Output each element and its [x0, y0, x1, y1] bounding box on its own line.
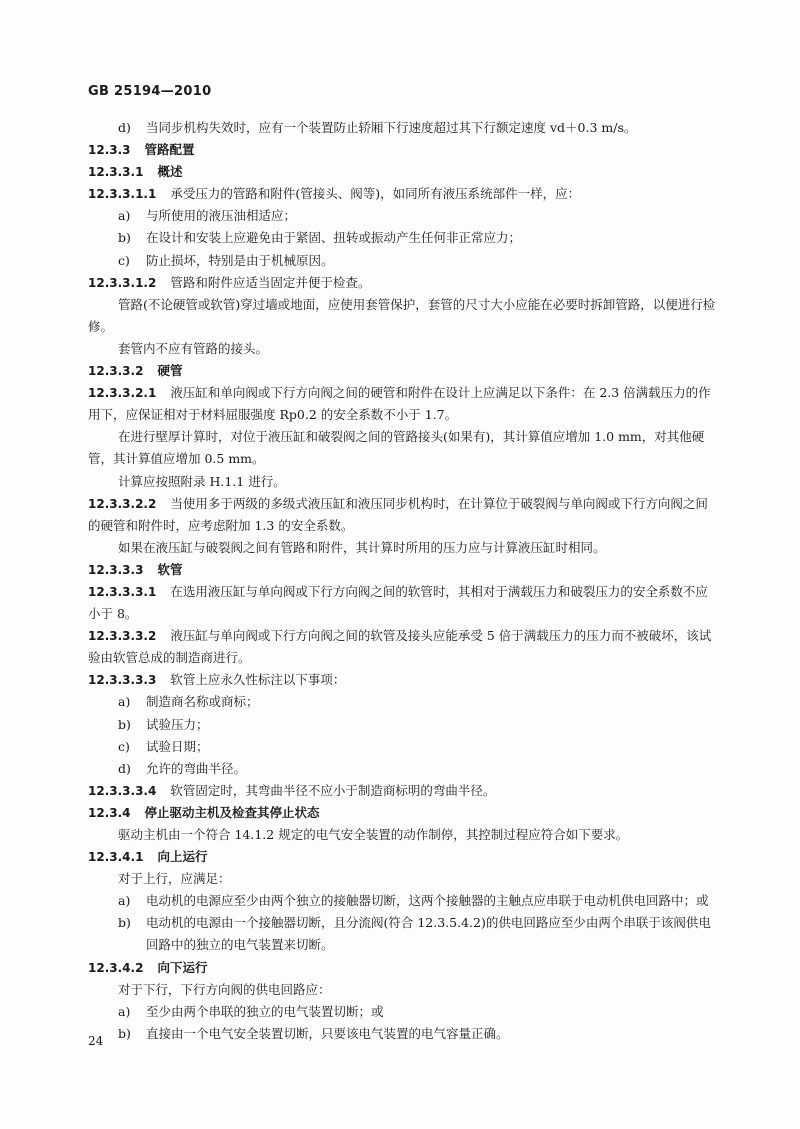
clause-number: 12.3.3.1.2 — [88, 275, 157, 290]
paragraph-text: 在设计和安装上应避免由于紧固、扭转或振动产生任何非正常应力； — [146, 230, 522, 246]
clause-number: 12.3.3.3.4 — [88, 783, 157, 798]
list-marker: c) — [118, 738, 130, 754]
clause-number: 12.3.3.1 — [88, 165, 144, 180]
clause-paragraph — [88, 183, 716, 205]
paragraph: 套管内不应有管路的接头。 — [118, 340, 269, 356]
list-marker: c) — [118, 252, 130, 268]
clause-paragraph — [88, 780, 716, 802]
section-heading — [88, 957, 716, 979]
paragraph-text: 软管固定时，其弯曲半径不应小于制造商标明的弯曲半径。 — [170, 782, 496, 798]
paragraph-text: 制造商名称或商标； — [146, 694, 259, 710]
paragraph: 对于下行，下行方向阀的供电回路应： — [118, 981, 331, 997]
paragraph: 计算应按照附录 H.1.1 进行。 — [118, 473, 286, 489]
clause-number: 12.3.4 — [88, 805, 131, 820]
clause-number: 12.3.3.1.1 — [88, 187, 157, 202]
clause-number: 12.3.3.2.1 — [88, 386, 157, 401]
section-heading — [88, 139, 716, 161]
paragraph-text: 当使用多于两级的多级式液压缸和液压同步机构时，在计算位于破裂阀与单向阀或下行方向阀之间的硬管和附件时，应考虑附加 1.3 的安全系数。 — [88, 495, 708, 533]
clause-paragraph — [88, 382, 716, 426]
section-heading — [88, 360, 716, 382]
list-marker: a) — [118, 208, 131, 224]
paragraph: 对于上行，应满足： — [118, 871, 231, 887]
section-title: 概述 — [157, 164, 183, 180]
paragraph-text: 防止损坏，特别是由于机械原因。 — [146, 252, 334, 268]
paragraph: 驱动主机由一个符合 14.1.2 规定的电气安全装置的动作制停，其控制过程应符合如下要求。 — [118, 827, 629, 842]
clause-paragraph — [88, 581, 716, 625]
paragraph: 在进行壁厚计算时，对位于液压缸和破裂阀之间的管路接头(如果有)，其计算值应增加 1.0 mm，对其他硬管，其计算值应增加 0.5 mm。 — [88, 429, 705, 467]
paragraph-text: 试验压力； — [146, 716, 209, 732]
clause-number: 12.3.3.3 — [88, 562, 144, 577]
list-item — [88, 1001, 716, 1023]
list-item — [88, 736, 716, 758]
list-item — [88, 227, 716, 249]
page-number: 24 — [88, 1034, 104, 1048]
paragraph-text: 试验日期； — [146, 738, 209, 754]
paragraph-text: 管路和附件应适当固定并便于检查。 — [170, 274, 371, 290]
paragraph-text: 直接由一个电气安全装置切断，只要该电气装置的电气容量正确。 — [146, 1025, 509, 1041]
list-item — [88, 1023, 716, 1045]
paragraph-text: 液压缸与单向阀或下行方向阀之间的软管及接头应能承受 5 倍于满载压力的压力而不被破坏，该试验由软管总成的制造商进行。 — [88, 628, 712, 666]
paragraph-text: 承受压力的管路和附件(管接头、阀等)，如同所有液压系统部件一样，应： — [170, 186, 581, 202]
paragraph-text: 液压缸和单向阀或下行方向阀之间的硬管和附件在设计上应满足以下条件：在 2.3 倍满载压力的作用下，应保证相对于材料屈服强度 Rp0.2 的安全系数不小于 1.7。 — [88, 385, 711, 423]
list-item — [88, 758, 716, 780]
clause-paragraph — [88, 669, 716, 691]
list-marker: a) — [118, 893, 131, 909]
paragraph-text: 至少由两个串联的独立的电气装置切断；或 — [146, 1003, 384, 1019]
list-item — [88, 912, 716, 956]
clause-paragraph — [88, 272, 716, 294]
clause-paragraph — [88, 625, 716, 669]
section-title: 软管 — [157, 561, 183, 577]
paragraph-text: 当同步机构失效时，应有一个装置防止轿厢下行速度超过其下行额定速度 vd＋0.3 m/s。 — [146, 120, 637, 135]
paragraph-text: 允许的弯曲半径。 — [146, 760, 247, 776]
list-item — [88, 117, 716, 139]
section-heading — [88, 559, 716, 581]
clause-number: 12.3.4.2 — [88, 960, 144, 975]
list-marker: b) — [118, 915, 131, 931]
paragraph-text: 软管上应永久性标注以下事项： — [170, 672, 346, 688]
list-item — [88, 890, 716, 912]
clause-number: 12.3.3.2 — [88, 364, 144, 379]
list-marker: a) — [118, 1003, 131, 1019]
section-heading — [88, 846, 716, 868]
list-marker: b) — [118, 716, 131, 732]
section-heading — [88, 802, 716, 824]
clause-number: 12.3.3.3.2 — [88, 629, 157, 644]
clause-number: 12.3.3.3.1 — [88, 584, 157, 599]
clause-paragraph — [88, 493, 716, 537]
list-marker: d) — [118, 120, 131, 135]
section-title: 向上运行 — [157, 849, 208, 865]
list-item — [88, 250, 716, 272]
clause-number: 12.3.3.3.3 — [88, 673, 157, 688]
list-item — [88, 205, 716, 227]
paragraph: 管路(不论硬管或软管)穿过墙或地面，应使用套管保护，套管的尺寸大小应能在必要时拆卸管路，以便进行检修。 — [88, 296, 716, 334]
paragraph-text: 电动机的电源由一个接触器切断，且分流阀(符合 12.3.5.4.2)的供电回路应至少由两个串联于该阀供电回路中的独立的电气装置来切断。 — [146, 915, 711, 953]
section-title: 管路配置 — [144, 142, 195, 158]
list-marker: d) — [118, 760, 131, 776]
standard-number-header: GB 25194—2010 — [88, 84, 212, 99]
list-marker: b) — [118, 1025, 131, 1041]
section-title: 向下运行 — [157, 959, 208, 975]
paragraph-text: 在选用液压缸与单向阀或下行方向阀之间的软管时，其相对于满载压力和破裂压力的安全系数不应小于 8。 — [88, 583, 708, 622]
paragraph-text: 与所使用的液压油相适应； — [146, 208, 297, 224]
list-marker: b) — [118, 230, 131, 246]
clause-number: 12.3.3.2.2 — [88, 496, 157, 511]
clause-number: 12.3.4.1 — [88, 850, 144, 865]
document-body — [88, 117, 716, 1045]
section-title: 硬管 — [157, 363, 183, 379]
paragraph: 如果在液压缸与破裂阀之间有管路和附件，其计算时所用的压力应与计算液压缸时相同。 — [118, 539, 606, 555]
list-item — [88, 714, 716, 736]
list-item — [88, 691, 716, 713]
clause-number: 12.3.3 — [88, 143, 131, 158]
section-heading — [88, 161, 716, 183]
section-title: 停止驱动主机及检查其停止状态 — [144, 804, 320, 820]
paragraph-text: 电动机的电源应至少由两个独立的接触器切断，这两个接触器的主触点应串联于电动机供电回路中；或 — [146, 893, 709, 909]
list-marker: a) — [118, 694, 131, 710]
